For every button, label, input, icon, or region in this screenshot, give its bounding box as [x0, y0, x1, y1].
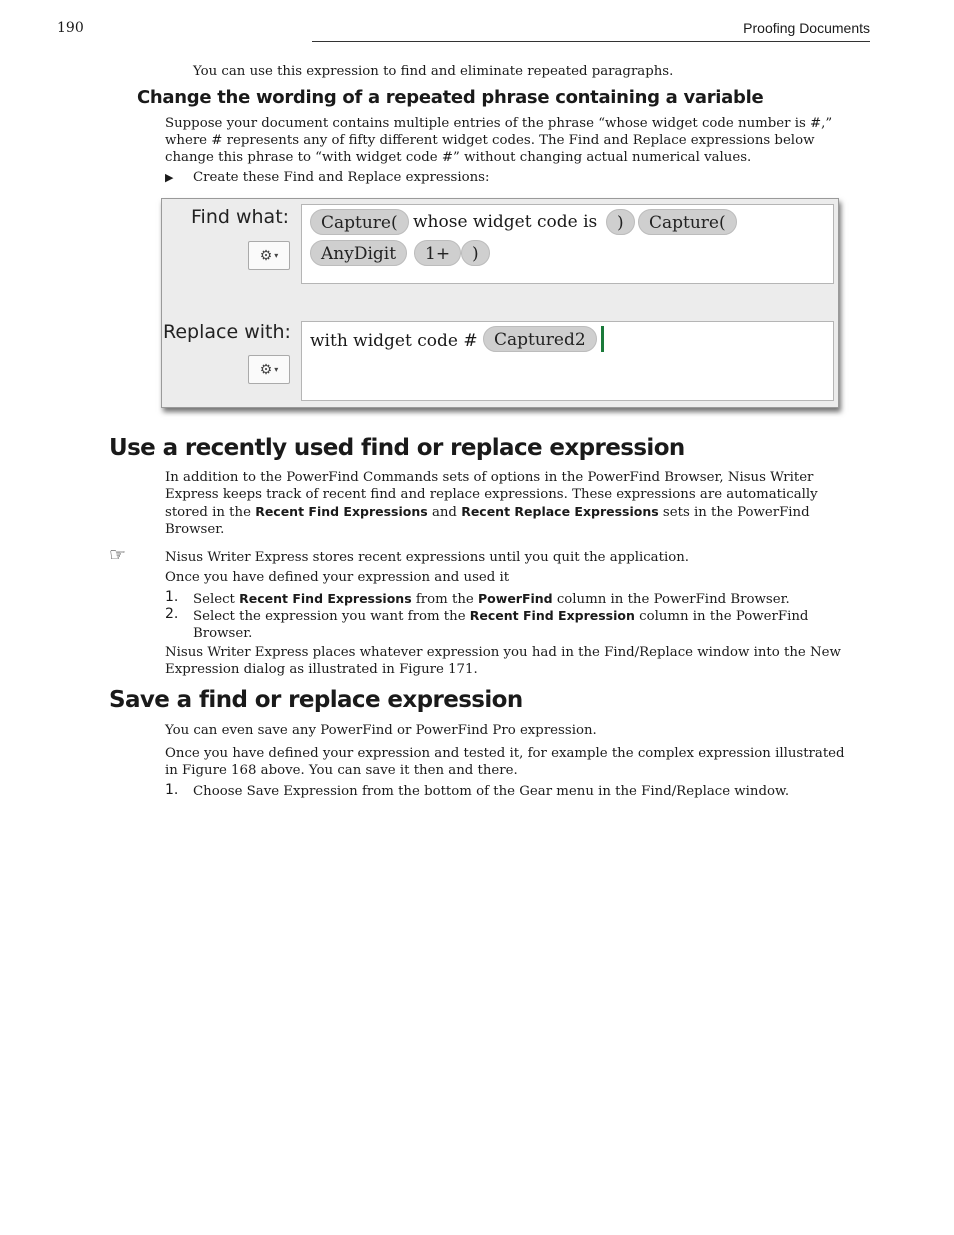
recent-paragraph-line: Browser.: [165, 522, 225, 537]
recent-step-1: [193, 590, 790, 608]
section-heading-save: Save a find or replace expression: [109, 687, 523, 713]
replace-token-captured2[interactable]: Captured2: [483, 326, 597, 352]
find-what-label: Find what:: [191, 206, 290, 228]
find-replace-figure: [161, 198, 839, 408]
chevron-down-icon: ▾: [274, 365, 279, 374]
recent-step-2: [193, 607, 808, 642]
intro-line: You can use this expression to find and eliminate repeated paragraphs.: [193, 64, 674, 79]
powerfind-term: PowerFind: [478, 591, 553, 606]
variable-paragraph-line: Suppose your document contains multiple entries of the phrase “whose widget code number is #,”: [165, 116, 833, 131]
text-caret: [601, 326, 604, 352]
step-text: column in the PowerFind Browser.: [552, 592, 790, 607]
find-token-capture[interactable]: Capture(: [310, 209, 409, 235]
running-title: Proofing Documents: [743, 20, 870, 36]
recent-paragraph-line: Nisus Writer Express places whatever expression you had in the Find/Replace window into the New: [165, 645, 841, 660]
recent-paragraph-2: [165, 644, 841, 678]
save-paragraph-line: Once you have defined your expression and tested it, for example the complex expression illustrated: [165, 746, 845, 761]
find-what-field[interactable]: [301, 204, 834, 284]
step-marker-icon: ▶: [165, 171, 174, 184]
chevron-down-icon: ▾: [274, 251, 279, 260]
recent-paragraph-line: [165, 503, 818, 521]
find-token-anydigit[interactable]: AnyDigit: [310, 240, 407, 266]
recent-paragraph: [165, 469, 818, 538]
step-text: Select: [193, 592, 240, 607]
save-paragraph-1: You can even save any PowerFind or PowerFind Pro expression.: [165, 723, 597, 738]
step-text: from the: [411, 592, 479, 607]
find-gear-menu-button[interactable]: [248, 241, 290, 270]
variable-paragraph-line: where # represents any of fifty different widget codes. The Find and Replace expressions below: [165, 133, 815, 148]
step-number: 1.: [165, 782, 179, 798]
recent-find-expressions-term: Recent Find Expressions: [255, 504, 428, 519]
note-text: Nisus Writer Express stores recent expressions until you quit the application.: [165, 550, 689, 565]
variable-paragraph-line: change this phrase to “with widget code #” without changing actual numerical values.: [165, 150, 752, 165]
find-token-one-or-more[interactable]: 1+: [414, 240, 461, 266]
recent-text: sets in the PowerFind: [658, 505, 810, 520]
find-token-close-paren[interactable]: ): [606, 209, 635, 235]
pointing-hand-note-icon: ☞: [109, 544, 127, 566]
save-step-1: Choose Save Expression from the bottom of the Gear menu in the Find/Replace window.: [193, 784, 790, 799]
find-token-close-paren[interactable]: ): [461, 240, 490, 266]
step-number: 1.: [165, 589, 179, 605]
recent-text: stored in the: [165, 505, 256, 520]
recent-lead: Once you have defined your expression and used it: [165, 570, 510, 585]
save-paragraph-line: in Figure 168 above. You can save it then and there.: [165, 763, 518, 778]
gear-icon: ⚙: [259, 247, 273, 264]
save-paragraph-2: [165, 745, 845, 779]
step-text: column in the PowerFind: [634, 609, 809, 624]
header-rule: [312, 41, 870, 42]
step-line: [193, 607, 808, 625]
recent-replace-expressions-term: Recent Replace Expressions: [461, 504, 659, 519]
recent-find-expressions-term: Recent Find Expressions: [239, 591, 412, 606]
page-number: 190: [57, 20, 84, 36]
replace-gear-menu-button[interactable]: [248, 355, 290, 384]
recent-paragraph-line: In addition to the PowerFind Commands sets of options in the PowerFind Browser, Nisus Writer: [165, 470, 814, 485]
recent-text: and: [427, 505, 462, 520]
recent-find-expression-term: Recent Find Expression: [469, 608, 635, 623]
variable-paragraph: [165, 115, 832, 166]
gear-icon: ⚙: [259, 361, 273, 378]
find-token-capture[interactable]: Capture(: [638, 209, 737, 235]
recent-paragraph-line: Expression dialog as illustrated in Figure 171.: [165, 662, 478, 677]
find-literal-text: whose widget code is: [413, 212, 598, 232]
step-create-expressions: Create these Find and Replace expressions:: [193, 170, 490, 185]
replace-with-label: Replace with:: [163, 321, 291, 343]
step-text: Select the expression you want from the: [193, 609, 470, 624]
section-heading-recent: Use a recently used find or replace expression: [109, 435, 685, 461]
replace-literal-text: with widget code #: [310, 331, 478, 351]
section-heading-variable: Change the wording of a repeated phrase containing a variable: [137, 87, 764, 108]
replace-with-field[interactable]: [301, 321, 834, 401]
step-number: 2.: [165, 606, 179, 622]
step-line: Browser.: [193, 626, 253, 641]
recent-paragraph-line: Express keeps track of recent find and replace expressions. These expressions are automatically: [165, 487, 818, 502]
